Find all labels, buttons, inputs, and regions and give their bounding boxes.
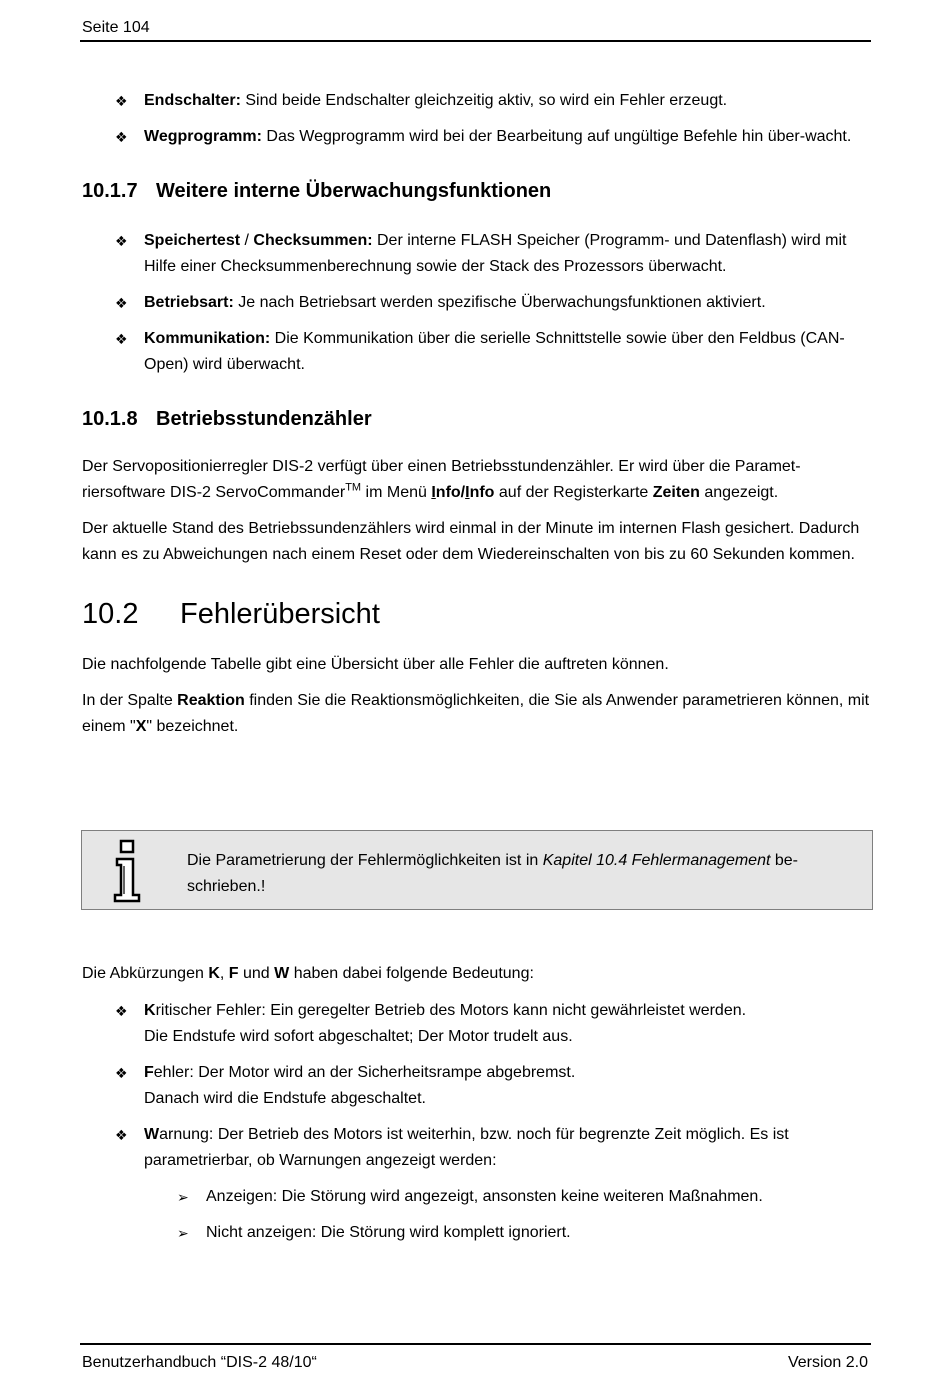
list-item-term: Kommunikation:	[144, 330, 271, 347]
list-item	[82, 88, 874, 114]
diamond-bullet-icon: ❖	[115, 1003, 128, 1019]
heading-number: 10.1.8	[82, 408, 138, 430]
text-run: " bezeichnet.	[146, 718, 239, 735]
heading-10-2	[82, 596, 874, 632]
list-item-text: Die Endstufe wird sofort abgeschaltet; Der Motor trudelt aus.	[144, 1028, 573, 1045]
list-item	[82, 998, 874, 1050]
warning-options-list	[82, 1184, 874, 1246]
text-run: Der Servopositionierregler DIS-2 verfügt über einen Betriebsstundenzähler. Er wird über die Paramet-riersoftware DIS-2 ServoCommander	[82, 458, 801, 501]
page-body	[82, 88, 874, 750]
paragraph	[82, 961, 874, 987]
text-run-bold: W	[274, 965, 290, 982]
text-run: Die Abkürzungen	[82, 965, 209, 982]
list-item	[82, 1122, 874, 1174]
list-item-text: Danach wird die Endstufe abgeschaltet.	[144, 1090, 426, 1107]
diamond-bullet-icon: ❖	[115, 233, 128, 249]
arrow-bullet-icon: ➢	[177, 1189, 189, 1205]
paragraph: Der aktuelle Stand des Betriebssundenzählers wird einmal in der Minute im internen Flash gesichert. Dadurch kann es zu Abweichungen nach einem Reset oder dem Wiedereinschalten von bis zu 60 Sekunden kommen.	[82, 520, 860, 563]
list-item-text: Das Wegprogramm wird bei der Bearbeitung auf ungültige Befehle hin über-wacht.	[261, 128, 852, 145]
trademark-superscript: TM	[345, 481, 362, 494]
list-item	[82, 326, 874, 378]
list-item-text: Nicht anzeigen: Die Störung wird komplett ignoriert.	[206, 1224, 571, 1241]
abbrev-letter: W	[144, 1126, 160, 1143]
list-item-text: Je nach Betriebsart werden spezifische Überwachungsfunktionen aktiviert.	[233, 294, 766, 311]
list-item-text: Sind beide Endschalter gleichzeitig aktiv, so wird ein Fehler erzeugt.	[240, 92, 728, 109]
text-run: In der Spalte	[82, 692, 178, 709]
footer-version: Version 2.0	[787, 1354, 868, 1371]
list-item-text: ehler: Der Motor wird an der Sicherheitsrampe abgebremst.	[153, 1064, 576, 1081]
heading-title: Fehlerübersicht	[180, 598, 380, 630]
heading-title: Weitere interne Überwachungsfunktionen	[156, 180, 552, 202]
list-item-term: Checksummen:	[253, 232, 373, 249]
menu-separator: /	[460, 484, 466, 501]
abbrev-letter: K	[144, 1002, 156, 1019]
text-run-bold: F	[228, 965, 239, 982]
text-run: im Menü	[361, 484, 432, 501]
note-text	[187, 848, 852, 900]
header-rule	[80, 40, 871, 42]
text-run-bold: K	[208, 965, 220, 982]
paragraph	[82, 688, 874, 740]
heading-number: 10.2	[82, 598, 139, 630]
tab-name: Zeiten	[652, 484, 700, 501]
heading-title: Betriebsstundenzähler	[156, 408, 372, 430]
menu-hotkey: I	[465, 484, 470, 501]
arrow-bullet-icon: ➢	[177, 1225, 189, 1241]
diamond-bullet-icon: ❖	[115, 93, 128, 109]
text-run: und	[238, 965, 275, 982]
info-icon	[112, 839, 142, 903]
top-list	[82, 88, 874, 150]
list-item	[82, 1060, 874, 1112]
text-run: auf der Registerkarte	[494, 484, 653, 501]
abbreviations-section	[82, 961, 874, 1256]
menu-label: nfo	[469, 484, 495, 501]
text-run-bold: X	[135, 718, 147, 735]
info-note-box	[81, 830, 873, 910]
list-item	[82, 228, 874, 280]
footer-title: Benutzerhandbuch “DIS-2 48/10“	[82, 1354, 317, 1371]
list-item-text: arnung: Der Betrieb des Motors ist weiterhin, bzw. noch für begrenzte Zeit möglich. Es ist parametrierbar, ob Warnungen angezeigt werden:	[144, 1126, 789, 1169]
monitoring-list	[82, 228, 874, 378]
text-run: haben dabei folgende Bedeutung:	[289, 965, 534, 982]
abbreviation-list	[82, 998, 874, 1174]
list-item	[82, 1184, 874, 1210]
list-item-text: ritischer Fehler: Ein geregelter Betrieb des Motors kann nicht gewährleistet werden.	[155, 1002, 747, 1019]
menu-hotkey: I	[431, 484, 436, 501]
abbrev-letter: F	[144, 1064, 154, 1081]
diamond-bullet-icon: ❖	[115, 331, 128, 347]
heading-number: 10.1.7	[82, 180, 138, 202]
diamond-bullet-icon: ❖	[115, 295, 128, 311]
text-run: angezeigt.	[699, 484, 779, 501]
list-item-term: Wegprogramm:	[144, 128, 262, 145]
list-item-text: Anzeigen: Die Störung wird angezeigt, ansonsten keine weiteren Maßnahmen.	[206, 1188, 763, 1205]
list-item-text: Der interne FLASH Speicher (Programm- und Datenflash) wird mit Hilfe einer Checksummenberechnung sowie der Stack des Prozessors überwacht.	[144, 232, 847, 275]
list-item-term: Speichertest	[144, 232, 241, 249]
diamond-bullet-icon: ❖	[115, 129, 128, 145]
list-item	[82, 124, 874, 150]
list-item-term: Betriebsart:	[144, 294, 234, 311]
text-run: Die Parametrierung der Fehlermöglichkeiten ist in	[187, 852, 543, 869]
list-item	[82, 1220, 874, 1246]
page-header-label: Seite 104	[82, 19, 150, 36]
text-run: ,	[219, 965, 229, 982]
text-run: be-schrieben.!	[187, 852, 798, 895]
heading-10-1-7	[82, 178, 874, 204]
diamond-bullet-icon: ❖	[115, 1127, 128, 1143]
text-run-bold: Reaktion	[177, 692, 245, 709]
paragraph	[82, 454, 874, 506]
list-item-term: Endschalter:	[144, 92, 241, 109]
chapter-reference: Kapitel 10.4 Fehlermanagement	[542, 852, 771, 869]
list-item	[82, 290, 874, 316]
list-item-text: Die Kommunikation über die serielle Schnittstelle sowie über den Feldbus (CAN-Open) wird überwacht.	[144, 330, 845, 373]
menu-path	[431, 484, 494, 501]
paragraph: Die nachfolgende Tabelle gibt eine Übersicht über alle Fehler die auftreten können.	[82, 656, 669, 673]
menu-label: nfo	[435, 484, 461, 501]
footer-rule	[80, 1343, 871, 1345]
heading-10-1-8	[82, 406, 874, 432]
diamond-bullet-icon: ❖	[115, 1065, 128, 1081]
list-item-separator: /	[240, 232, 254, 249]
text-run: finden Sie die Reaktionsmöglichkeiten, die Sie als Anwender parametrieren können, mit einem "	[82, 692, 870, 735]
